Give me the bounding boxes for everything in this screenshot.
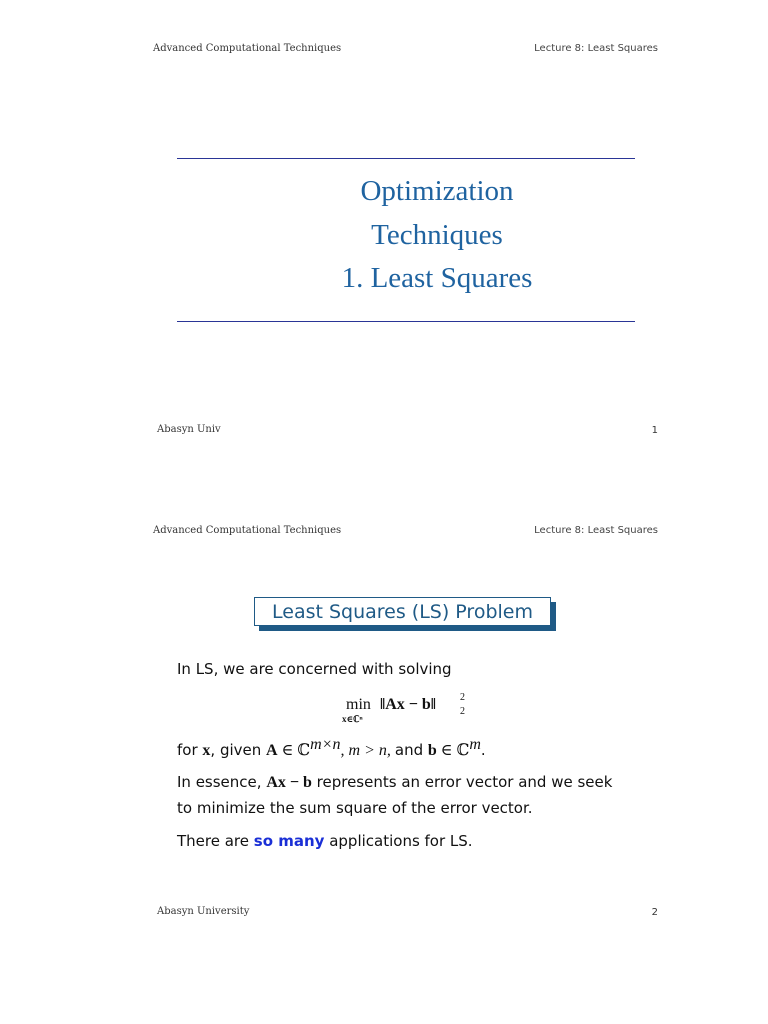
in-complex-1: ∈ ℂ bbox=[277, 742, 311, 759]
title-line-3: 1. Least Squares bbox=[341, 262, 533, 294]
footer-institution: Abasyn University bbox=[157, 906, 250, 917]
error-expression: Ax − b bbox=[266, 774, 312, 791]
slide-2 bbox=[0, 482, 768, 1024]
var-b: b bbox=[427, 742, 437, 759]
page-number: 1 bbox=[651, 425, 658, 436]
apps-post: applications for LS. bbox=[324, 832, 473, 850]
eq-norm: ‖Ax − b‖ bbox=[380, 696, 436, 713]
section-title: Least Squares (LS) Problem bbox=[254, 597, 551, 626]
header-course-title: Advanced Computational Techniques bbox=[153, 525, 342, 536]
apps-highlight: so many bbox=[253, 832, 325, 850]
eq-superscript: 2 bbox=[460, 692, 465, 703]
given-for: for bbox=[177, 741, 203, 759]
dims-mxn: m×n bbox=[310, 736, 341, 753]
intro-text: In LS, we are concerned with solving bbox=[177, 660, 452, 678]
applications-line bbox=[177, 832, 473, 850]
given-line bbox=[177, 736, 486, 760]
essence-post: represents an error vector and we seek bbox=[311, 773, 613, 791]
cond-m-gt-n: , m > n, bbox=[340, 742, 395, 759]
essence-line-1 bbox=[177, 773, 612, 792]
slide-1 bbox=[0, 0, 768, 482]
header-lecture-title: Lecture 8: Least Squares bbox=[534, 43, 658, 54]
eq-subscript: x∈ℂⁿ bbox=[342, 714, 363, 724]
title-bottom-rule bbox=[177, 321, 635, 322]
header-course-title: Advanced Computational Techniques bbox=[153, 43, 342, 54]
eq-norm-subscript: 2 bbox=[460, 706, 465, 717]
section-title-box bbox=[254, 597, 551, 626]
in-complex-2: ∈ ℂ bbox=[436, 742, 470, 759]
var-A: A bbox=[266, 742, 278, 759]
given-word: , given bbox=[210, 741, 267, 759]
title-line-1: Optimization bbox=[360, 175, 514, 207]
and-word: and bbox=[394, 741, 428, 759]
essence-line-2: to minimize the sum square of the error vector. bbox=[177, 799, 533, 817]
eq-min: min bbox=[346, 696, 371, 713]
header-lecture-title: Lecture 8: Least Squares bbox=[534, 525, 658, 536]
var-x: x bbox=[202, 742, 211, 759]
essence-pre: In essence, bbox=[177, 773, 267, 791]
title-line-2: Techniques bbox=[371, 219, 503, 251]
page-number: 2 bbox=[651, 907, 658, 918]
period: . bbox=[480, 741, 486, 759]
title-top-rule bbox=[177, 158, 635, 159]
apps-pre: There are bbox=[177, 832, 254, 850]
footer-institution: Abasyn Univ bbox=[157, 424, 221, 435]
dim-m: m bbox=[469, 736, 481, 753]
